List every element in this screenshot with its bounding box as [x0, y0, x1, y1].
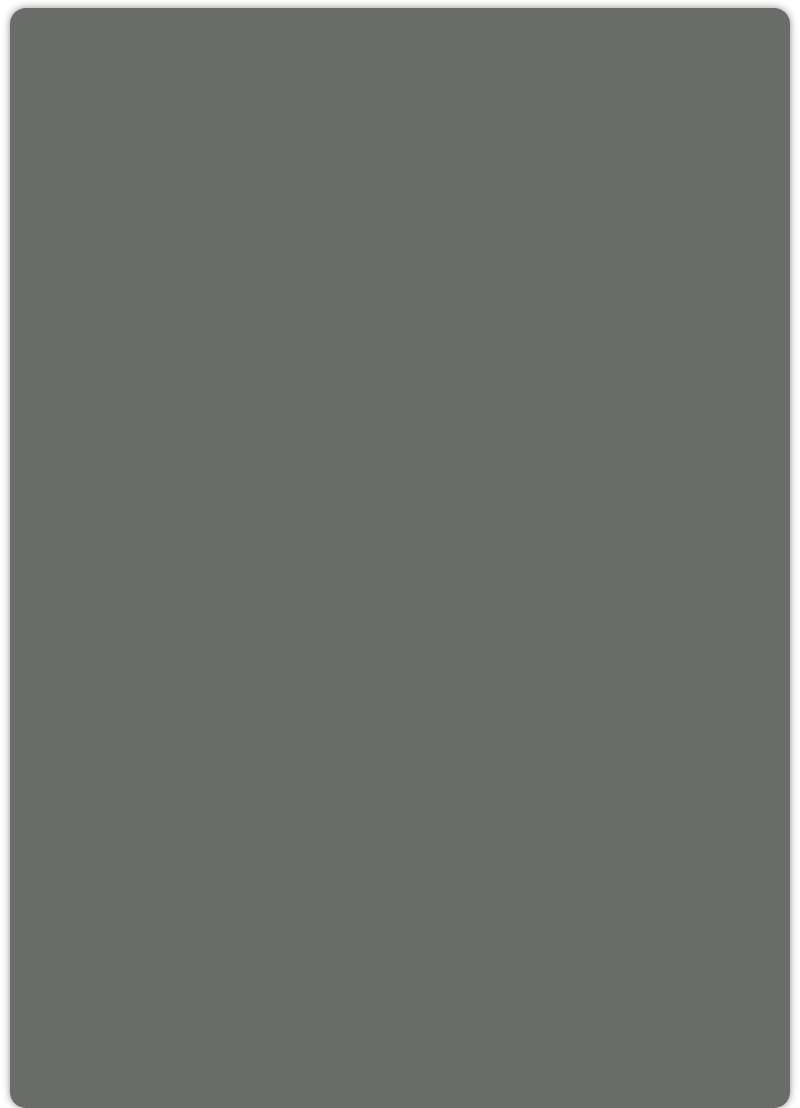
- price-list-panel: [10, 8, 790, 1108]
